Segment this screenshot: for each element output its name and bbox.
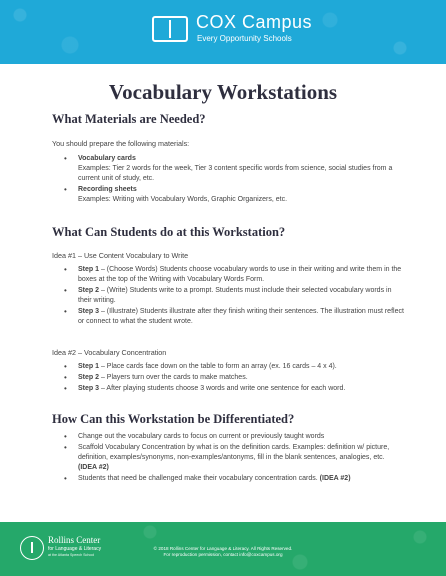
list-item [64, 362, 404, 372]
step-text: – (Choose Words) Students choose vocabulary words to use in their writing and write them in the boxes at the top of the Writing with Vocabulary Words Form. [78, 266, 402, 283]
list-item [64, 265, 404, 285]
item-tag: (IDEA #2) [78, 464, 109, 471]
step-label: Step 2 [78, 287, 100, 294]
list-item [64, 443, 404, 473]
step-label: Step 3 [78, 308, 100, 315]
header-banner [0, 0, 446, 64]
brand-name: COX Campus [196, 12, 313, 32]
section-heading-materials: What Materials are Needed? [52, 112, 206, 126]
step-label: Step 1 [78, 363, 100, 370]
idea2-steps [64, 362, 404, 395]
step-text: – (Write) Students write to a prompt. Students must include their selected vocabulary words in their writing. [78, 287, 392, 304]
step-text: – Players turn over the cards to make matches. [99, 374, 248, 381]
book-logo-icon [152, 16, 188, 42]
footer-copyright [0, 546, 446, 558]
step-text: – Place cards face down on the table to form an array (ex. 16 cards – 4 x 4). [99, 363, 337, 370]
materials-intro: You should prepare the following materials: [52, 139, 190, 148]
section-heading-differentiation: How Can this Workstation be Differentiated? [52, 412, 295, 426]
item-text: Change out the vocabulary cards to focus on current or previously taught words [78, 433, 325, 440]
materials-list [64, 154, 404, 206]
step-label: Step 3 [78, 385, 100, 392]
page-title: Vocabulary Workstations [108, 80, 338, 104]
list-item [64, 432, 404, 442]
step-text: – (Illustrate) Students illustrate after they finish writing their sentences. The illustration must reflect or connect to what the student wrote. [78, 308, 404, 325]
material-text: Examples: Tier 2 words for the week, Tier 3 content specific words from science, social studies from a current unit of study, etc. [78, 165, 393, 182]
footer-org-name2: for Language & Literacy [48, 546, 102, 552]
idea2-title: Idea #2 – Vocabulary Concentration [52, 348, 167, 357]
list-item [64, 154, 404, 184]
copyright-line-1: © 2018 Rollins Center for Language & Literacy. All Rights Reserved. [153, 546, 293, 551]
step-label: Step 1 [78, 266, 100, 273]
list-item [64, 185, 404, 205]
idea1-title: Idea #1 – Use Content Vocabulary to Write [52, 251, 189, 260]
idea1-steps [64, 265, 404, 328]
item-text: Scaffold Vocabulary Concentration by what is on the definition cards. Examples: definition w/ picture, definition, examples/synonyms, non-examples/antonyms, fill in the blank sentences, analogies, etc. [78, 444, 390, 461]
copyright-line-2: For reproduction permission, contact info@coxcampus.org [163, 552, 283, 557]
footer-org-name: Rollins Center [48, 535, 101, 545]
item-tag: (IDEA #2) [317, 475, 351, 482]
list-item [64, 474, 404, 484]
item-text: Students that need be challenged make their vocabulary concentration cards. [78, 475, 318, 482]
material-text: Examples: Writing with Vocabulary Words, Graphic Organizers, etc. [78, 196, 288, 203]
step-text: – After playing students choose 3 words and write one sentence for each word. [99, 385, 346, 392]
differentiation-list [64, 432, 404, 485]
step-label: Step 2 [78, 374, 100, 381]
material-label: • Vocabulary cards [78, 155, 136, 162]
list-item [64, 307, 404, 327]
list-item [64, 384, 404, 394]
material-label: • Recording sheets [78, 186, 137, 193]
footer-org-sub: at the Atlanta Speech School [48, 553, 95, 557]
brand-tagline: Every Opportunity Schools [197, 34, 292, 43]
list-item [64, 373, 404, 383]
list-item [64, 286, 404, 306]
section-heading-activities: What Can Students do at this Workstation? [52, 225, 286, 239]
